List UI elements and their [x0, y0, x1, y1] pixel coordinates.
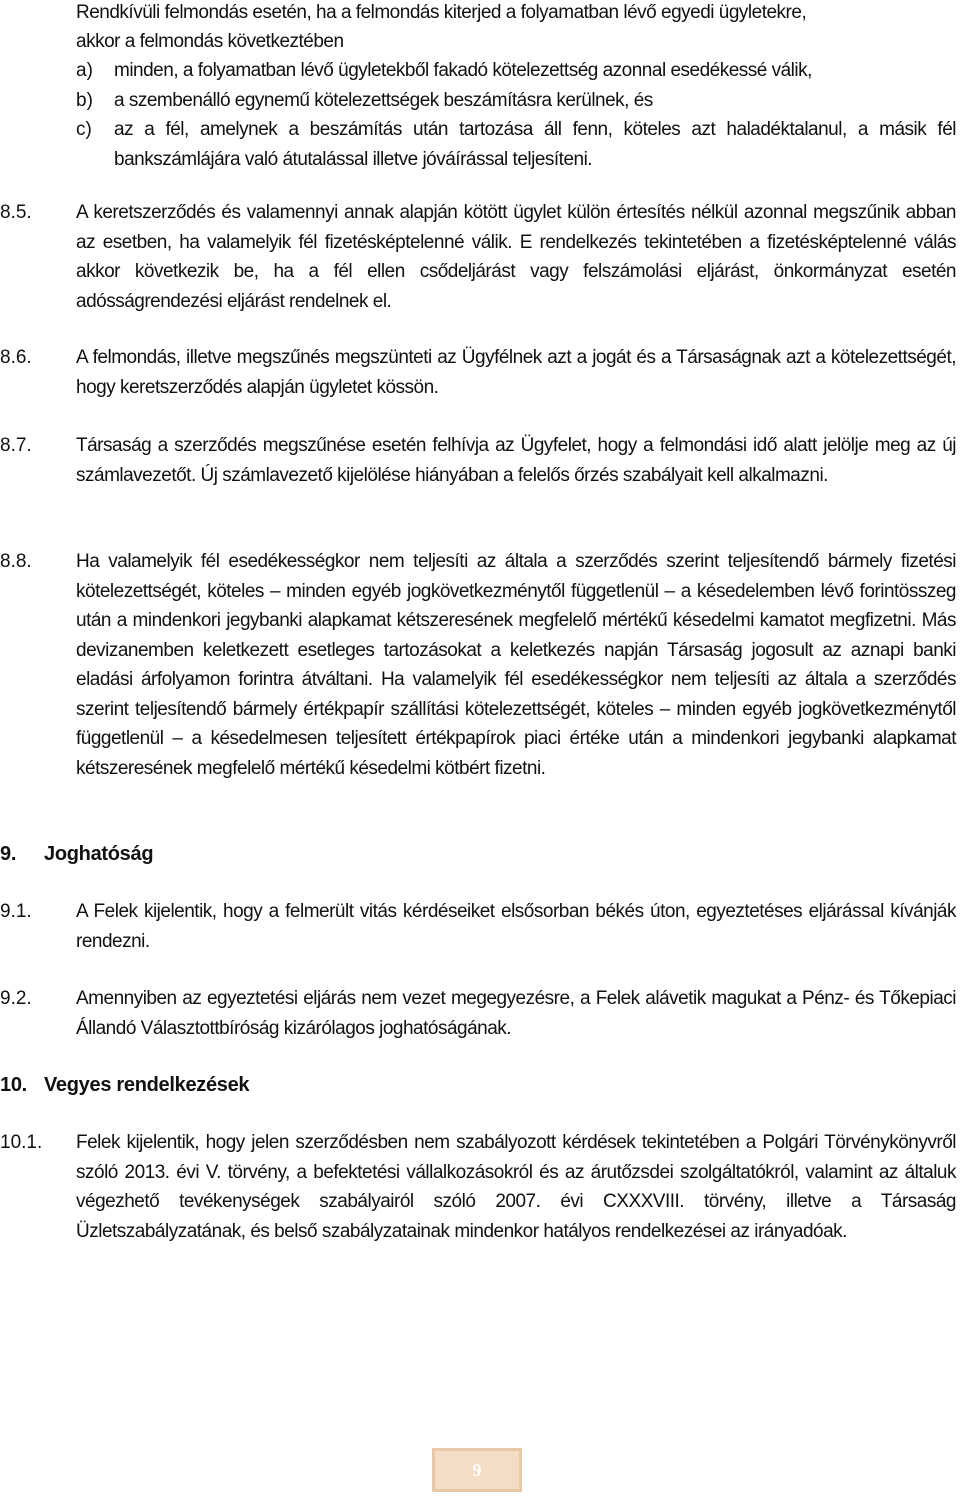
list-item-marker: c)	[76, 119, 92, 140]
list-item-text: az a fél, amelynek a beszámítás után tartozása áll fenn, köteles azt haladéktalanul, a másik fél bankszámlájára való átutalással illetve jóváírással teljesíteni.	[114, 119, 956, 170]
section-text: A keretszerződés és valamennyi annak alapján kötött ügylet külön értesítés nélkül azonnal megszűnik abban az esetben, ha valamelyik fél fizetésképtelenné válik. E rendelkezés tekintetében a fizetésképtelenné válás akkor következik be, ha a fél ellen csődeljárást vagy felszámolási eljárást, önkormányzat esetén adósságrendezési eljárást rendelnek el.	[76, 202, 956, 312]
section-text: Ha valamelyik fél esedékességkor nem teljesíti az általa a szerződés szerint teljesítendő bármely fizetési kötelezettségét, köteles – minden egyéb jogkövetkezménytől függetlenül – a késedelemben lévő forintösszeg után a mindenkori jegybanki alapkamat kétszeresének megfelelő mértékű késedelmi kamatot megfizetni. Más devizanemben keletkezett esetleges tartozásokat a keletkezés napján Társaság jogosult az aznapi banki eladási árfolyamon forintra átváltani. Ha valamelyik fél esedékességkor nem teljesíti az általa a szerződés szerint teljesítendő bármely értékpapír szállítási kötelezettségét, köteles – minden egyéb jogkövetkezménytől függetlenül – a késedelmesen teljesített értékpapírok piaci értéke után a mindenkori jegybanki alapkamat kétszeresének megfelelő mértékű késedelmi kötbért fizetni.	[76, 551, 956, 779]
heading-title: Vegyes rendelkezések	[44, 1074, 250, 1096]
section-text: A felmondás, illetve megszűnés megszünteti az Ügyfélnek azt a jogát és a Társaságnak azt a kötelezettségét, hogy keretszerződés alapján ügyletet kössön.	[76, 347, 956, 398]
section-number: 8.8.	[0, 551, 32, 572]
heading-title: Joghatóság	[44, 843, 154, 865]
section-text: A Felek kijelentik, hogy a felmerült vitás kérdéseiket elsősorban békés úton, egyeztetéses eljárással kívánják rendezni.	[76, 901, 956, 952]
list-item-text: a szembenálló egynemű kötelezettségek beszámításra kerülnek, és	[114, 90, 653, 111]
section-text: Felek kijelentik, hogy jelen szerződésben nem szabályozott kérdések tekintetében a Polgári Törvénykönyvről szóló 2013. évi V. törvény, a befektetési vállalkozásokról és az árutőzsdei szolgáltatókról, valamint az általuk végezhető tevékenységek szabályairól szóló 2007. évi CXXXVIII. törvény, illetve a Társaság Üzletszabályzatának, és belső szabályzatainak mindenkor hatályos rendelkezései az irányadóak.	[76, 1132, 956, 1242]
page-number: 9	[472, 1459, 482, 1480]
section-number: 8.5.	[0, 202, 32, 223]
list-item-marker: b)	[76, 90, 93, 111]
section-heading	[0, 839, 153, 869]
section-number: 9.2.	[0, 988, 32, 1009]
list-item-marker: a)	[76, 60, 93, 81]
section-number: 8.6.	[0, 347, 32, 368]
page-number-badge	[432, 1448, 522, 1492]
intro-line-2: akkor a felmondás következtében	[76, 31, 344, 52]
heading-number: 10.	[0, 1074, 27, 1096]
list-item-text: minden, a folyamatban lévő ügyletekből fakadó kötelezettség azonnal esedékessé válik,	[114, 60, 812, 81]
intro-line-1: Rendkívüli felmondás esetén, ha a felmondás kiterjed a folyamatban lévő egyedi ügyletekre,	[76, 2, 807, 23]
section-number: 8.7.	[0, 435, 32, 456]
section-number: 10.1.	[0, 1132, 43, 1153]
section-heading	[0, 1070, 249, 1100]
section-text: Amennyiben az egyeztetési eljárás nem vezet megegyezésre, a Felek alávetik magukat a Pénz- és Tőkepiaci Állandó Választottbíróság kizárólagos joghatóságának.	[76, 988, 956, 1039]
section-number: 9.1.	[0, 901, 32, 922]
heading-number: 9.	[0, 843, 17, 865]
section-text: Társaság a szerződés megszűnése esetén felhívja az Ügyfelet, hogy a felmondási idő alatt jelölje meg az új számlavezetőt. Új számlavezető kijelölése hiányában a felelős őrzés szabályait kell alkalmazni.	[76, 435, 956, 486]
